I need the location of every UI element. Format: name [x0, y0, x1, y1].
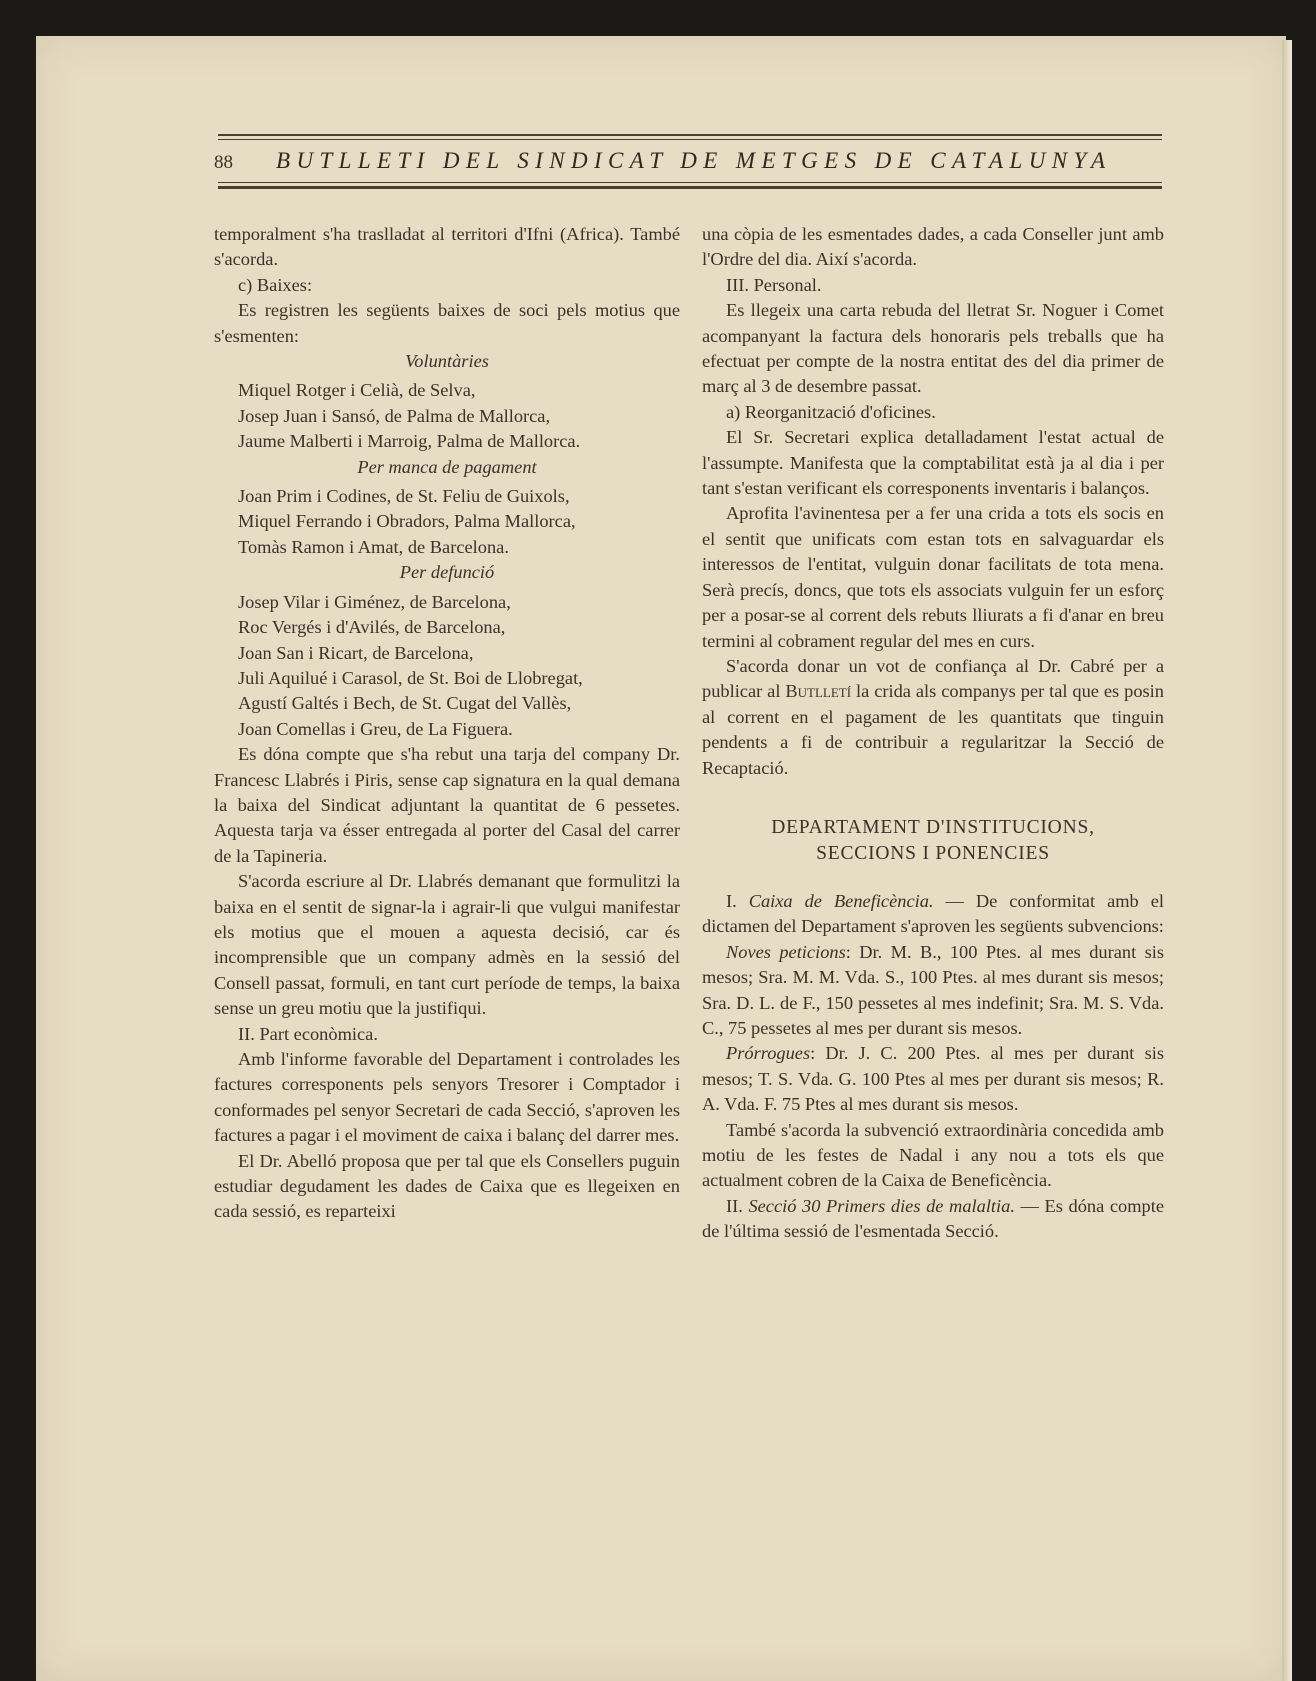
- text: — Es dóna compte de l'última sessió de l'esmentada Secció.: [702, 1195, 1164, 1242]
- paragraph: També s'acorda la subvenció extraordinària concedida amb motiu de les festes de Nadal i any nou a tots els que actualment cobren de la Caixa de Beneficència.: [702, 1119, 1164, 1191]
- list-pagament: [214, 484, 680, 560]
- paragraph: El Sr. Secretari explica detalladament l'estat actual de l'assumpte. Manifesta que la comptabilitat està ja al dia i per tant s'estan verificant els corresponents inventaris i balanços.: [702, 427, 1164, 499]
- list-defuncio: [214, 590, 680, 742]
- paragraph: [702, 889, 1164, 940]
- list-item: Miquel Ferrando i Obradors, Palma Mallorca,: [238, 511, 576, 532]
- list-voluntaries: [214, 378, 680, 454]
- list-item: Jaume Malberti i Marroig, Palma de Mallorca.: [238, 431, 581, 452]
- subheading-defuncio: Per defunció: [399, 562, 495, 583]
- text: : Dr. J. C. 200 Ptes. al mes per durant sis mesos; T. S. Vda. G. 100 Ptes al mes per durant sis mesos; R. A. Vda. F. 75 Ptes al mes durant sis mesos.: [702, 1043, 1164, 1115]
- list-item: Roc Vergés i d'Avilés, de Barcelona,: [238, 617, 506, 638]
- caixa-title: Caixa de Beneficència.: [748, 890, 934, 911]
- paragraph: Es registren les següents baixes de soci pels motius que s'esmenten:: [214, 300, 680, 346]
- list-item: Joan San i Ricart, de Barcelona,: [238, 642, 474, 663]
- header-bottom-rule-thin: [218, 182, 1162, 183]
- header-bottom-rule: [218, 186, 1162, 189]
- subheading-pagament: Per manca de pagament: [357, 456, 537, 477]
- running-header: [208, 148, 1168, 178]
- text: : Dr. M. B., 100 Ptes. al mes durant sis mesos; Sra. M. M. Vda. S., 100 Ptes. al mes durant sis mesos; Sra. D. L. de F., 150 pessetes al mes indefinit; Sra. M. S. Vda. C., 75 pessetes al mes per durant sis mesos.: [702, 941, 1164, 1038]
- paragraph: temporalment s'ha traslladat al territori d'Ifni (Africa). També s'acorda.: [214, 224, 680, 270]
- page-spine-edge: [1282, 40, 1292, 1681]
- list-item: Tomàs Ramon i Amat, de Barcelona.: [238, 536, 509, 557]
- text: — De conformitat amb el dictamen del Departament s'aproven les següents subvencions:: [702, 890, 1164, 937]
- list-item: Agustí Galtés i Bech, de St. Cugat del Vallès,: [238, 693, 572, 714]
- prorrogues-label: Prórrogues: [726, 1043, 811, 1064]
- department-heading-line: SECCIONS I PONENCIES: [816, 842, 1050, 864]
- right-column: [702, 222, 1164, 1245]
- section-heading-baixes: c) Baixes:: [238, 274, 313, 295]
- left-column: [214, 222, 680, 1225]
- page-number: 88: [214, 152, 233, 173]
- paragraph: Aprofita l'avinentesa per a fer una crida a tots els socis en el sentit que unificats com estan tots en salvaguardar els interessos de l'entitat, vulguin donar facilitats de tota mena. Serà precís, doncs, que tots els associats vulguin fer un esforç per a posar-se al corrent dels rebuts lliurats a fi d'anar en breu termini al cobrament regular del mes en curs.: [702, 503, 1164, 651]
- paragraph: El Dr. Abelló proposa que per tal que els Consellers puguin estudiar degudament les dades de Caixa que es llegeixen en cada sessió, es reparteixi: [214, 1150, 680, 1222]
- paragraph: [702, 940, 1164, 1042]
- noves-peticions-label: Noves peticions: [726, 941, 846, 962]
- list-item: Josep Juan i Sansó, de Palma de Mallorca,: [238, 405, 551, 426]
- section-heading-oficines: a) Reorganització d'oficines.: [726, 401, 936, 422]
- section-heading-personal: III. Personal.: [726, 274, 822, 295]
- list-item: Joan Comellas i Greu, de La Figuera.: [238, 718, 513, 739]
- bulletin-name: Butlletí: [785, 681, 852, 702]
- list-item: Joan Prim i Codines, de St. Feliu de Guixols,: [238, 486, 570, 507]
- seccio-title: Secció 30 Primers dies de malaltia.: [748, 1195, 1015, 1216]
- text: la crida als companys per tal que es posin al corrent en el pagament de les quantitats que tinguin pendents a fi de contribuir a regularitzar la Secció de Recaptació.: [702, 681, 1164, 778]
- text: II.: [726, 1195, 749, 1216]
- running-title: BUTLLETI DEL SINDICAT DE METGES DE CATALUNYA: [276, 148, 1112, 173]
- department-heading-line: DEPARTAMENT D'INSTITUCIONS,: [771, 816, 1095, 838]
- paragraph: [702, 1194, 1164, 1245]
- header-top-rule-thin: [218, 139, 1162, 140]
- paragraph: Es dóna compte que s'ha rebut una tarja del company Dr. Francesc Llabrés i Piris, sense cap signatura en la qual demana la baixa del Sindicat adjuntant la quantitat de 6 pessetes. Aquesta tarja va ésser entregada al porter del Casal del carrer de la Tapineria.: [214, 744, 680, 866]
- header-top-rule: [218, 134, 1162, 136]
- paragraph: S'acorda escriure al Dr. Llabrés demanant que formulitzi la baixa en el sentit de signar-la i agrair-li que vulgui manifestar els motius que el mouen a aquesta decisió, car és incomprensible que un company admès en la sessió del Consell passat, formuli, en tant curt període de temps, la baixa sense un greu motiu que la justifiqui.: [214, 871, 680, 1019]
- text: S'acorda donar un vot de confiança al Dr. Cabré per a publicar al: [702, 655, 1164, 702]
- subheading-voluntaries: Voluntàries: [405, 351, 489, 372]
- paragraph: Amb l'informe favorable del Departament i controlades les factures corresponents pels senyors Tresorer i Comptador i conformades pel senyor Secretari de cada Secció, s'aproven les factures a pagar i el moviment de caixa i balanç del darrer mes.: [214, 1049, 680, 1146]
- list-item: Miquel Rotger i Celià, de Selva,: [238, 380, 476, 401]
- text: I.: [726, 890, 749, 911]
- list-item: Josep Vilar i Giménez, de Barcelona,: [238, 591, 511, 612]
- paragraph: una còpia de les esmentades dades, a cada Conseller junt amb l'Ordre del dia. Així s'acorda.: [702, 224, 1164, 270]
- section-heading-part-economica: II. Part econòmica.: [238, 1023, 378, 1044]
- paragraph: [702, 1041, 1164, 1117]
- paragraph: [702, 654, 1164, 781]
- list-item: Juli Aquilué i Carasol, de St. Boi de Llobregat,: [238, 667, 583, 688]
- paragraph: Es llegeix una carta rebuda del lletrat Sr. Noguer i Comet acompanyant la factura dels honoraris pels treballs que ha efectuat per compte de la nostra entitat des del dia primer de març al 3 de desembre passat.: [702, 300, 1164, 397]
- department-heading: [702, 815, 1164, 867]
